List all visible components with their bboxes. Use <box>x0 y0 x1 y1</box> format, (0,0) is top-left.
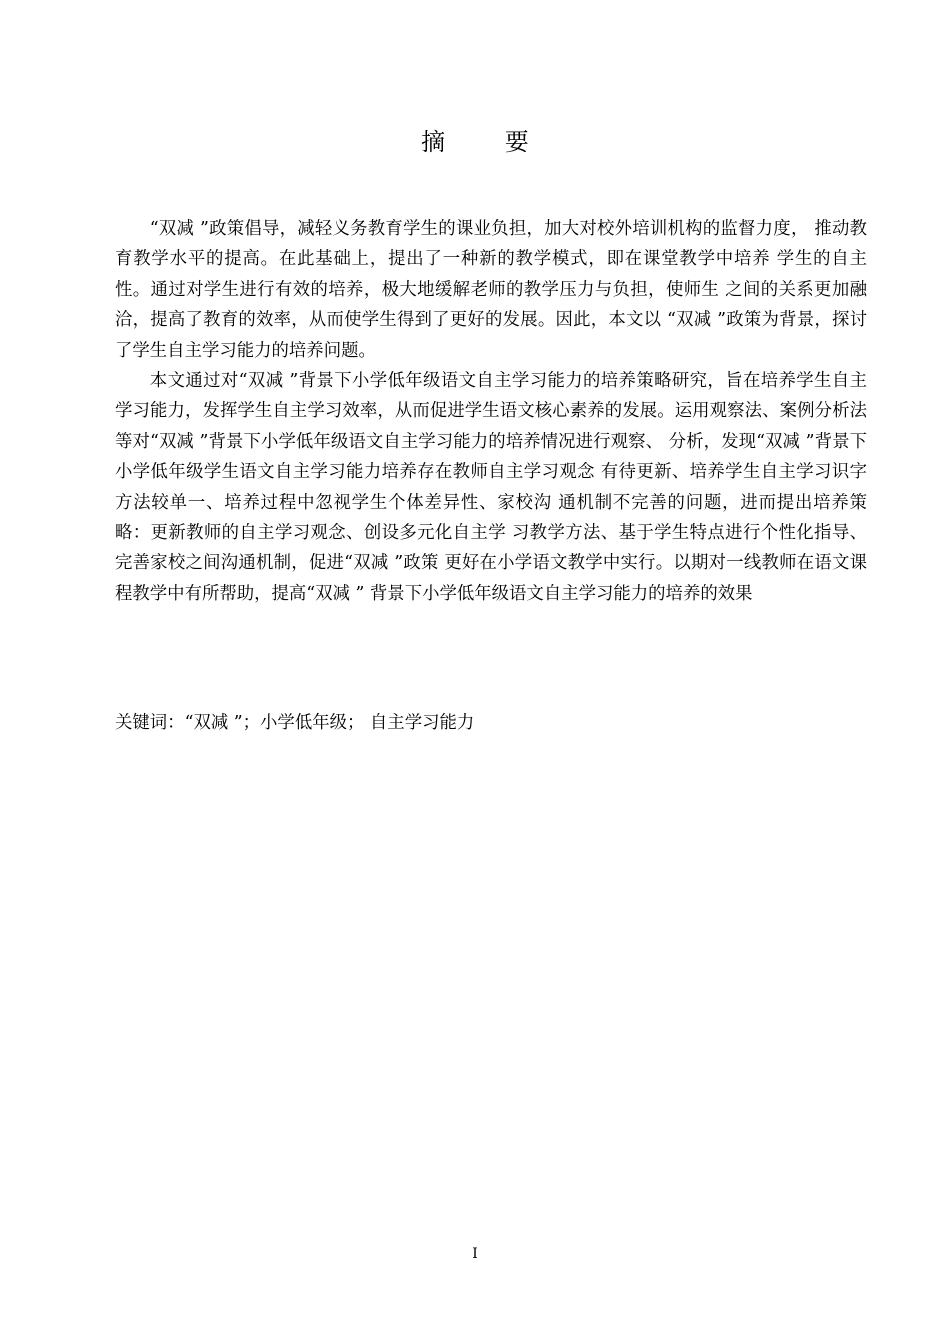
abstract-paragraph-2: 本文通过对“双减 ”背景下小学低年级语文自主学习能力的培养策略研究，旨在培养学生自主学习能力，发挥学生自主学习效率，从而促进学生语文核心素养的发展。运用观察法、案例分析法等对“双减 ”背景下小学低年级语文自主学习能力的培养情况进行观察、 分析，发现“双减 ”背景下小学低年级学生语文自主学习能力培养存在教师自主学习观念 有待更新、培养学生自主学习识字方法较单一、培养过程中忽视学生个体差异性、家校沟 通机制不完善的问题，进而提出培养策略：更新教师的自主学习观念、创设多元化自主学 习教学方法、基于学生特点进行个性化指导、完善家校之间沟通机制，促进“双减 ”政策 更好在小学语文教学中实行。以期对一线教师在语文课程教学中有所帮助，提高“双减 ” 背景下小学低年级语文自主学习能力的培养的效果 <box>115 371 867 604</box>
page-number: I <box>472 1246 478 1262</box>
abstract-title: 摘 要 <box>421 128 555 156</box>
abstract-paragraph-1: “双减 ”政策倡导，减轻义务教育学生的课业负担，加大对校外培训机构的监督力度， 推动教育教学水平的提高。在此基础上，提出了一种新的教学模式，即在课堂教学中培养 学生的自主性。通过对学生进行有效的培养，极大地缓解老师的教学压力与负担，使师生 之间的关系更加融洽，提高了教育的效率，从而使学生得到了更好的发展。因此，本文以 “双减 ”政策为背景，探讨了学生自主学习能力的培养问题。 <box>115 219 867 361</box>
keywords-line: 关键词：“双减 ”；小学低年级； 自主学习能力 <box>115 713 475 733</box>
abstract-body <box>115 214 867 609</box>
